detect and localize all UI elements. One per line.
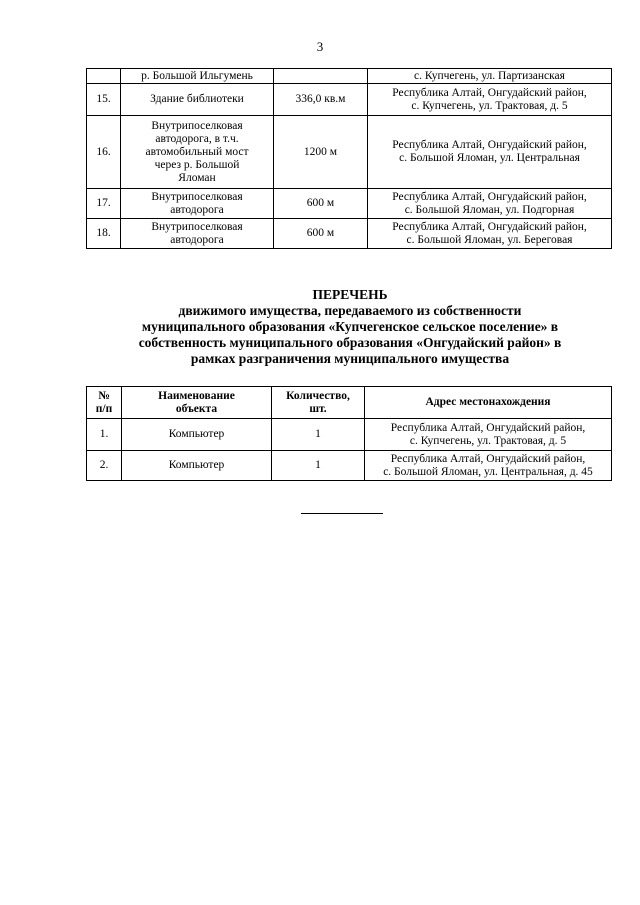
address: с. Купчегень, ул. Партизанская (368, 69, 612, 84)
address: Республика Алтай, Онгудайский район, с. Большой Яломан, ул. Береговая (368, 219, 612, 249)
list-subtitle: движимого имущества, передаваемого из собственности муниципального образования «Купчегенское сельское поселение» в собственность муниципального образования «Онгудайский район» в рамках разграничения муниципального имущества (138, 303, 562, 366)
real-estate-table (86, 68, 612, 249)
object-name: Внутрипоселковая автодорога, в т.ч. автомобильный мост через р. Большой Яломан (121, 116, 274, 189)
address: Республика Алтай, Онгудайский район, с. Большой Яломан, ул. Центральная, д. 45 (365, 451, 612, 481)
object-name: Компьютер (122, 451, 272, 481)
row-number: 1. (87, 419, 122, 451)
row-number: 15. (87, 84, 121, 116)
table-row (87, 219, 612, 249)
quantity: 600 м (274, 219, 368, 249)
quantity (274, 69, 368, 84)
table-row (87, 419, 612, 451)
table-row (87, 451, 612, 481)
page-number: 3 (316, 39, 324, 54)
column-header-name: Наименование объекта (122, 387, 272, 419)
quantity: 600 м (274, 189, 368, 219)
address: Республика Алтай, Онгудайский район, с. Большой Яломан, ул. Подгорная (368, 189, 612, 219)
quantity: 1200 м (274, 116, 368, 189)
row-number: 18. (87, 219, 121, 249)
row-number: 2. (87, 451, 122, 481)
row-number: 17. (87, 189, 121, 219)
column-header-number: № п/п (87, 387, 122, 419)
quantity: 1 (272, 419, 365, 451)
table-row (87, 69, 612, 84)
list-title: ПЕРЕЧЕНЬ (312, 287, 388, 302)
column-header-address: Адрес местонахождения (365, 387, 612, 419)
row-number (87, 69, 121, 84)
address: Республика Алтай, Онгудайский район, с. Купчегень, ул. Трактовая, д. 5 (365, 419, 612, 451)
end-divider (301, 513, 383, 514)
table-row (87, 84, 612, 116)
object-name: Здание библиотеки (121, 84, 274, 116)
movable-property-table (86, 386, 612, 481)
quantity: 1 (272, 451, 365, 481)
object-name: Внутрипоселковая автодорога (121, 219, 274, 249)
table-header-row (87, 387, 612, 419)
address: Республика Алтай, Онгудайский район, с. Большой Яломан, ул. Центральная (368, 116, 612, 189)
table-row (87, 116, 612, 189)
object-name: Компьютер (122, 419, 272, 451)
quantity: 336,0 кв.м (274, 84, 368, 116)
address: Республика Алтай, Онгудайский район, с. Купчегень, ул. Трактовая, д. 5 (368, 84, 612, 116)
object-name: Внутрипоселковая автодорога (121, 189, 274, 219)
object-name: р. Большой Ильгумень (121, 69, 274, 84)
column-header-quantity: Количество, шт. (272, 387, 365, 419)
table-row (87, 189, 612, 219)
row-number: 16. (87, 116, 121, 189)
